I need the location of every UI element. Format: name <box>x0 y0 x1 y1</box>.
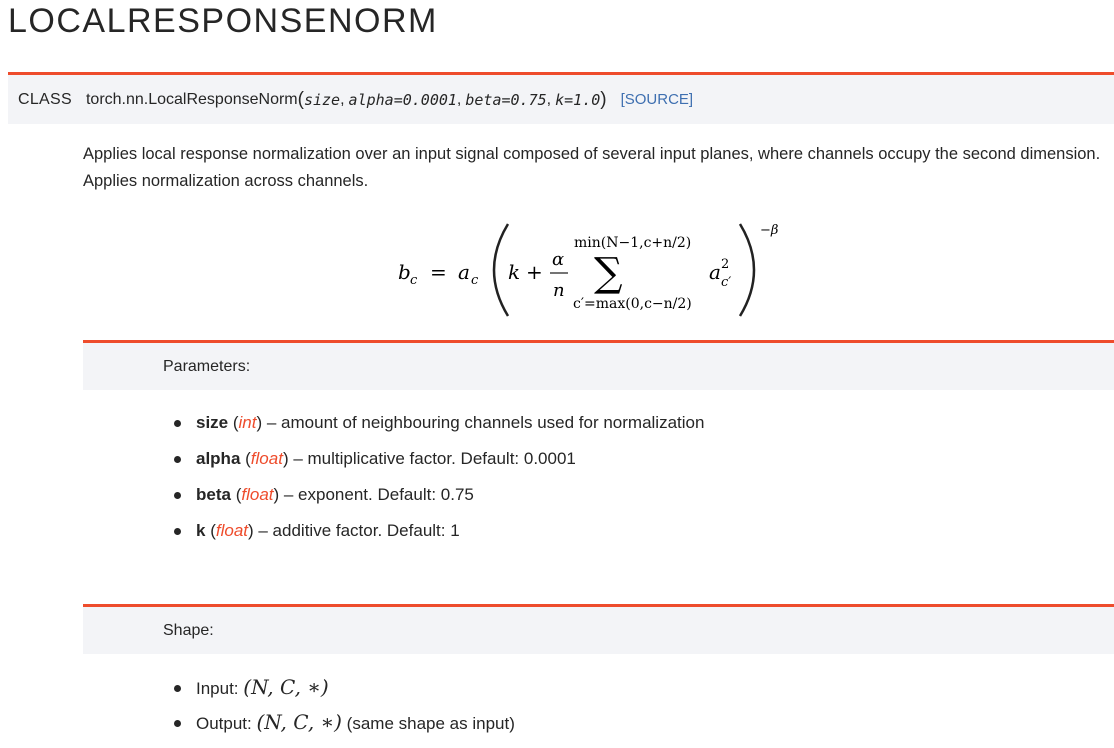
param-name: alpha <box>196 449 241 468</box>
lrn-formula <box>380 216 800 326</box>
formula-eq: = <box>430 260 447 284</box>
formula-right-paren <box>740 224 754 316</box>
formula-lhs: b <box>398 260 411 284</box>
page-title: LOCALRESPONSENORM <box>8 2 438 40</box>
param-desc: ) – exponent. Default: 0.75 <box>273 485 474 504</box>
arg-beta: beta=0.75 <box>465 90 547 109</box>
arg-size: size <box>303 90 341 109</box>
param-type-link[interactable]: float <box>250 449 283 468</box>
shape-heading <box>83 604 1114 654</box>
param-item-k: k (float) – additive factor. Default: 1 <box>164 513 704 549</box>
param-desc: ) – amount of neighbouring channels used for normalization <box>256 413 705 432</box>
formula-k: k <box>508 260 521 284</box>
param-type-link[interactable]: int <box>238 413 257 432</box>
param-name: k <box>196 521 206 540</box>
param-desc: ) – multiplicative factor. Default: 0.0001 <box>282 449 576 468</box>
shape-output-math: (N, C, ∗) <box>256 710 342 734</box>
formula-frac-num: α <box>552 249 565 270</box>
formula-a: a <box>458 260 470 284</box>
param-name: beta <box>196 485 231 504</box>
formula-sum-lower: c′=max(0,c−n/2) <box>573 296 692 312</box>
shape-output-note: (same shape as input) <box>341 714 515 733</box>
param-desc: ) – additive factor. Default: 1 <box>248 521 460 540</box>
parameters-heading <box>83 340 1114 390</box>
param-name: size <box>196 413 229 432</box>
shape-heading-label: Shape: <box>163 621 214 639</box>
shape-output-label: Output: <box>196 714 257 733</box>
class-label: CLASS <box>18 90 72 108</box>
arg-alpha: alpha=0.0001 <box>348 90 457 109</box>
formula-plus: + <box>526 260 543 284</box>
class-name: torch.nn.LocalResponseNorm <box>85 90 298 108</box>
formula-a-sub: c <box>471 273 479 288</box>
formula-sum-symbol: ∑ <box>594 250 623 296</box>
parameters-list <box>164 405 704 549</box>
description: Applies local response normalization over an input signal composed of several input planes, where channels occupy the second dimension. Applies normalization across channels. <box>83 145 1101 190</box>
param-item-alpha: alpha (float) – multiplicative factor. Default: 0.0001 <box>164 441 704 477</box>
class-signature: CLASS torch.nn.LocalResponseNorm ( size , alpha=0.0001 , beta=0.75 , k=1.0 ) [SOURCE] <box>8 72 1114 124</box>
param-type-link[interactable]: float <box>241 485 274 504</box>
formula-term-sub: c′ <box>721 275 732 290</box>
shape-input <box>164 670 515 705</box>
parameters-heading-label: Parameters: <box>163 357 251 375</box>
param-item-beta: beta (float) – exponent. Default: 0.75 <box>164 477 704 513</box>
arg-k: k=1.0 <box>555 90 601 109</box>
formula-term: a <box>709 260 721 284</box>
formula-sum-upper: min(N−1,c+n/2) <box>574 235 692 251</box>
formula-left-paren <box>494 224 508 316</box>
formula-lhs-sub: c <box>410 273 418 288</box>
shape-output <box>164 705 515 740</box>
close-paren: ) <box>600 88 607 110</box>
shape-list <box>164 670 515 740</box>
shape-input-label: Input: <box>196 679 244 698</box>
formula-exponent: −β <box>760 223 779 238</box>
formula-frac-den: n <box>553 280 565 301</box>
shape-input-math: (N, C, ∗) <box>243 675 329 699</box>
source-link[interactable]: [SOURCE] <box>620 91 694 108</box>
param-item-size: size (int) – amount of neighbouring channels used for normalization <box>164 405 704 441</box>
param-type-link[interactable]: float <box>215 521 248 540</box>
formula-term-sup: 2 <box>721 257 730 272</box>
open-paren: ( <box>297 88 304 110</box>
